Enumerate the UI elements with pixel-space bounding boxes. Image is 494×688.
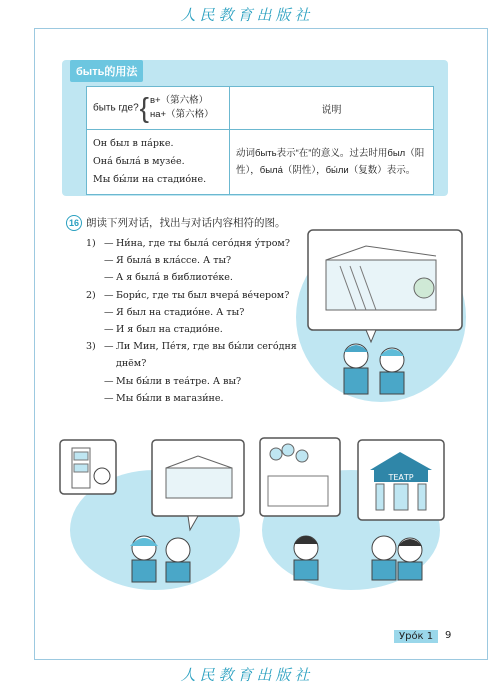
grammar-examples <box>87 130 230 195</box>
publisher-logo-top: 人民教育出版社 <box>180 6 314 24</box>
dialog-line <box>86 390 316 407</box>
grammar-explanation: 动词быть表示“在”的意义。过去时用был（阳性），была́（阴性），бы́ли（复数）表示。 <box>230 130 434 195</box>
grammar-header-left <box>87 87 230 130</box>
dialog-dash: — <box>104 272 114 284</box>
example-3: Мы бы́ли на стадио́не. <box>93 174 207 185</box>
publisher-logo-bottom: 人民教育出版社 <box>180 666 314 684</box>
dialog-line <box>86 373 316 390</box>
dialog-text: Я был на стадио́не. А ты? <box>116 306 245 318</box>
case-options <box>150 94 214 122</box>
dialog-dash: — <box>104 375 114 387</box>
dialog-text: И я был на стадио́не. <box>116 324 223 336</box>
page-number: 9 <box>445 630 452 641</box>
theatre-illustration <box>258 436 448 586</box>
dialog-line <box>86 321 316 338</box>
dialog-text: А я была́ в библиоте́ке. <box>116 272 233 284</box>
dialog-line <box>86 338 316 355</box>
example-2: Она́ была́ в музе́е. <box>93 156 185 167</box>
class-illustration <box>58 438 248 588</box>
dialog-dash: — <box>104 238 114 250</box>
dialog-line <box>86 355 316 372</box>
dialog-text: Я была́ в кла́ссе. А ты? <box>116 255 232 267</box>
lesson-label: Уро́к 1 <box>394 630 438 643</box>
byt-gde-label: быть где? <box>93 102 139 114</box>
brace-symbol: { <box>139 92 149 123</box>
theatre-sign: ТЕАТР <box>388 473 414 482</box>
grammar-table <box>86 86 434 195</box>
dialog-dash: — <box>104 255 114 267</box>
option-v: в+（第六格） <box>150 95 209 106</box>
dialog-line <box>86 304 316 321</box>
grammar-title: быть的用法 <box>70 60 143 82</box>
dialog-line <box>86 235 316 252</box>
dialog-number: 1) <box>86 238 96 250</box>
dialog-dash: — <box>104 306 114 318</box>
exercise-number: 16 <box>66 215 82 231</box>
dialog-text: Ни́на, где ты была́ сего́дня у́тром? <box>116 238 290 250</box>
dialog-dash: — <box>104 341 114 353</box>
dialog-line <box>86 269 316 286</box>
dialog-text: Бори́с, где ты был вчера́ ве́чером? <box>116 289 290 301</box>
stadium-illustration <box>296 226 476 398</box>
dialog-number: 3) <box>86 341 96 353</box>
grammar-header-right: 说明 <box>230 87 434 130</box>
dialog-text: днём? <box>116 358 147 370</box>
dialog-text: Ли Мин, Пе́тя, где вы бы́ли сего́дня <box>116 341 297 353</box>
dialog-dash: — <box>104 324 114 336</box>
example-1: Он был в па́рке. <box>93 138 174 149</box>
exercise-instruction: 朗读下列对话，找出与对话内容相符的图。 <box>86 217 286 229</box>
option-na: на+（第六格） <box>150 109 214 120</box>
dialog-number: 2) <box>86 289 96 301</box>
dialog-dash: — <box>104 289 114 301</box>
dialog-dash: — <box>104 392 114 404</box>
dialog-line <box>86 252 316 269</box>
dialog-text: Мы бы́ли в теа́тре. А вы? <box>116 375 242 387</box>
dialog-list <box>86 235 316 407</box>
dialog-text: Мы бы́ли в магази́не. <box>116 392 224 404</box>
dialog-line <box>86 287 316 304</box>
